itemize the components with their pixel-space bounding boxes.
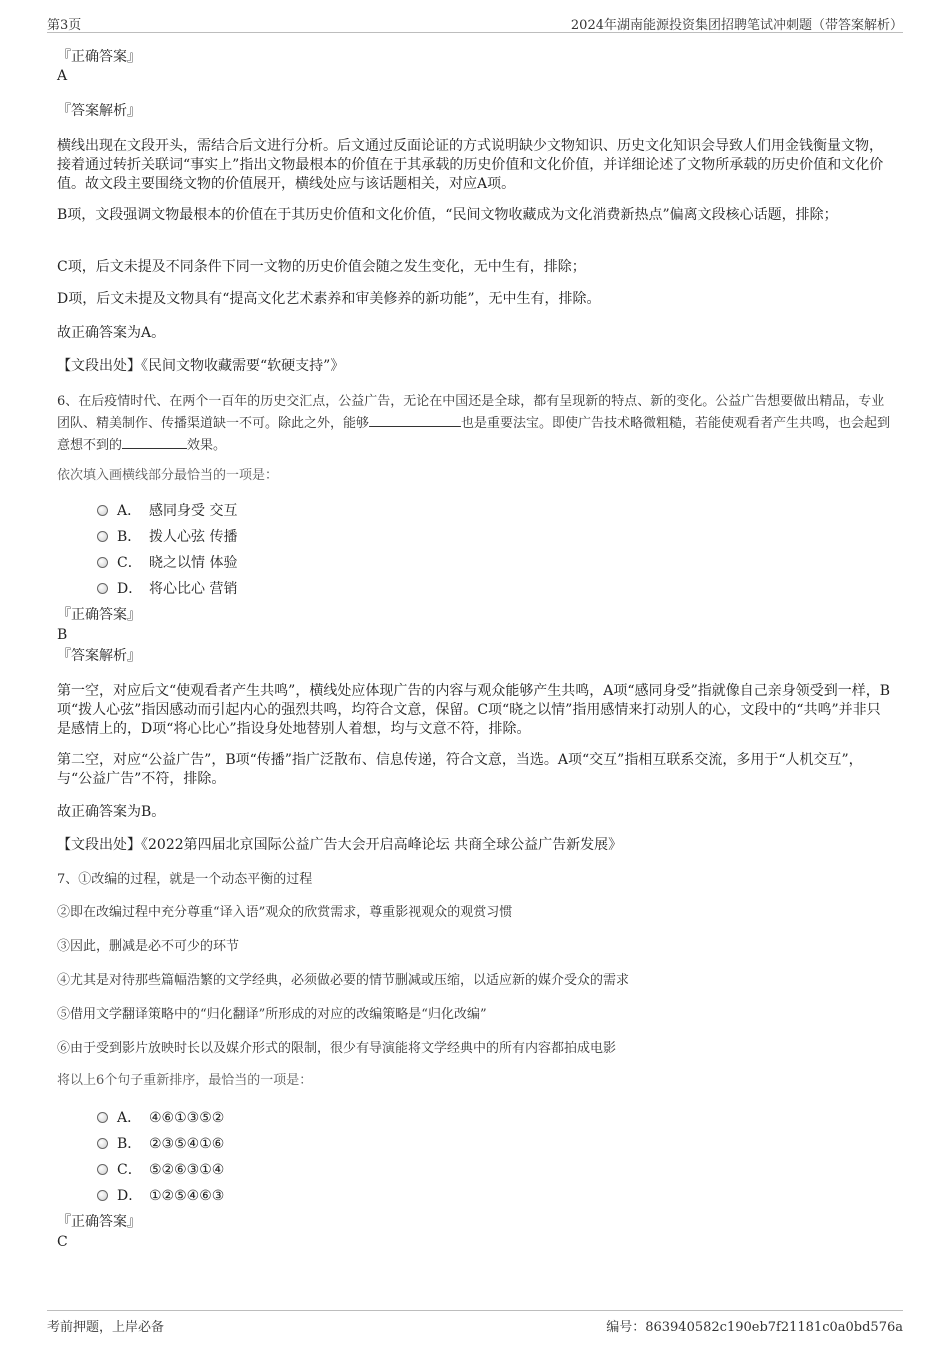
fill-blank [122,435,187,449]
option-item[interactable] [97,1107,224,1127]
answer-value: B [57,627,68,643]
analysis-paragraph: B项，文段强调文物最根本的价值在于其历史价值和文化价值，“民间文物收藏成为文化消费新热点”偏离文段核心话题，排除； [57,207,838,223]
source-citation: 【文段出处】《2022第四届北京国际公益广告大会开启高峰论坛 共商全球公益广告新发展》 [57,837,623,853]
option-item[interactable] [97,1133,224,1153]
document-code: 编号：863940582c190eb7f21181c0a0bd576a [606,1320,903,1335]
radio-icon[interactable] [97,505,108,516]
question-stem-part: 6、在后疫情时代、在两个一百年的历史交汇点，公益广告，无论在中国还是全球，都有呈现新的特点、新的变化。公益广告想要做出精品，专业团队、精美制作、传播渠道缺一不可。除此之外，能够 [57,394,885,431]
page-footer [47,1310,903,1335]
sentence-item: ②即在改编过程中充分尊重“译入语”观众的欣赏需求，尊重影视观众的观赏习惯 [57,905,513,920]
analysis-paragraph: 横线出现在文段开头，需结合后文进行分析。后文通过反面论证的方式说明缺少文物知识、历史文化知识会导致人们用金钱衡量文物，接着通过转折关联词“事实上”指出文物最根本的价值在于其承载的历史价值和文化价值，并详细论述了文物所承载的历史价值和文化价值。故文段主要围绕文物的价值展开，横线处应与该话题相关，对应A项。 [57,138,884,192]
option-text: ④⑥①③⑤② [149,1110,225,1126]
sentence-item: ⑤借用文学翻译策略中的“归化翻译”所形成的对应的改编策略是“归化改编” [57,1007,487,1022]
option-text: ①②⑤④⑥③ [149,1188,225,1204]
analysis-paragraph: C项，后文未提及不同条件下同一文物的历史价值会随之发生变化，无中生有，排除； [57,259,586,275]
option-letter: A． [117,1110,142,1126]
answer-value: C [57,1234,68,1250]
option-text: 感同身受 交互 [149,503,238,519]
analysis-label: 『答案解析』 [57,648,141,664]
answer-label: 『正确答案』 [57,1214,141,1230]
analysis-paragraph: 第二空，对应“公益广告”，B项“传播”指广泛散布、信息传递，符合文意，当选。A项“交互”指相互联系交流，多用于“人机交互”，与“公益广告”不符，排除。 [57,752,863,787]
radio-icon[interactable] [97,583,108,594]
question-stem-part: 效果。 [187,438,227,453]
document-title: 2024年湖南能源投资集团招聘笔试冲刺题（带答案解析） [570,18,903,33]
option-letter: C． [117,555,142,571]
radio-icon[interactable] [97,557,108,568]
option-text: ②③⑤④①⑥ [149,1136,225,1152]
radio-icon[interactable] [97,1112,108,1123]
option-letter: D． [117,581,143,597]
sentence-item: ③因此，删减是必不可少的环节 [57,939,240,954]
option-letter: C． [117,1162,142,1178]
answer-label: 『正确答案』 [57,607,141,623]
conclusion: 故正确答案为B。 [57,804,166,820]
answer-label: 『正确答案』 [57,49,141,65]
option-item[interactable] [97,578,237,598]
radio-icon[interactable] [97,1190,108,1201]
question-stem [57,391,892,457]
option-item[interactable] [97,500,237,520]
sentence-item: ④尤其是对待那些篇幅浩繁的文学经典，必须做必要的情节删减或压缩，以适应新的媒介受众的需求 [57,973,630,988]
fill-blank [369,413,461,427]
question-prompt: 将以上6个句子重新排序，最恰当的一项是： [57,1073,313,1088]
option-text: ⑤②⑥③①④ [149,1162,225,1178]
sentence-item: 7、①改编的过程，就是一个动态平衡的过程 [57,872,313,887]
option-item[interactable] [97,552,237,572]
option-text: 将心比心 营销 [149,581,238,597]
option-text: 拨人心弦 传播 [149,529,238,545]
option-letter: B． [117,1136,142,1152]
question-prompt: 依次填入画横线部分最恰当的一项是： [57,468,279,483]
option-item[interactable] [97,526,237,546]
analysis-paragraph: D项，后文未提及文物具有“提高文化艺术素养和审美修养的新功能”，无中生有，排除。 [57,291,601,307]
page-number: 第3页 [47,18,82,33]
radio-icon[interactable] [97,1138,108,1149]
question-stem-part: 也是重要法宝。即使广告技术略微粗糙，若能使观看者产生共鸣，也会起到意想不到的 [57,416,891,453]
radio-icon[interactable] [97,1164,108,1175]
option-item[interactable] [97,1159,224,1179]
answer-value: A [57,68,68,84]
conclusion: 故正确答案为A。 [57,325,166,341]
page-header [47,10,903,33]
analysis-label: 『答案解析』 [57,103,141,119]
footer-slogan: 考前押题，上岸必备 [47,1320,165,1335]
option-letter: A． [117,503,142,519]
analysis-paragraph: 第一空，对应后文“使观看者产生共鸣”，横线处应体现广告的内容与观众能够产生共鸣，A项“感同身受”指就像自己亲身领受到一样，B项“拨人心弦”指因感动而引起内心的强烈共鸣，均符合文意，保留。C项“晓之以情”指用感情来打动别人的心，文段中的“共鸣”并非只是感情上的，D项“将心比心”指设身处地替别人着想，均与文意不符，排除。 [57,683,891,737]
source-citation: 【文段出处】《民间文物收藏需要“软硬支持”》 [57,358,345,374]
sentence-item: ⑥由于受到影片放映时长以及媒介形式的限制，很少有导演能将文学经典中的所有内容都拍成电影 [57,1041,617,1056]
option-letter: D． [117,1188,143,1204]
option-letter: B． [117,529,142,545]
option-item[interactable] [97,1185,224,1205]
option-text: 晓之以情 体验 [149,555,238,571]
radio-icon[interactable] [97,531,108,542]
